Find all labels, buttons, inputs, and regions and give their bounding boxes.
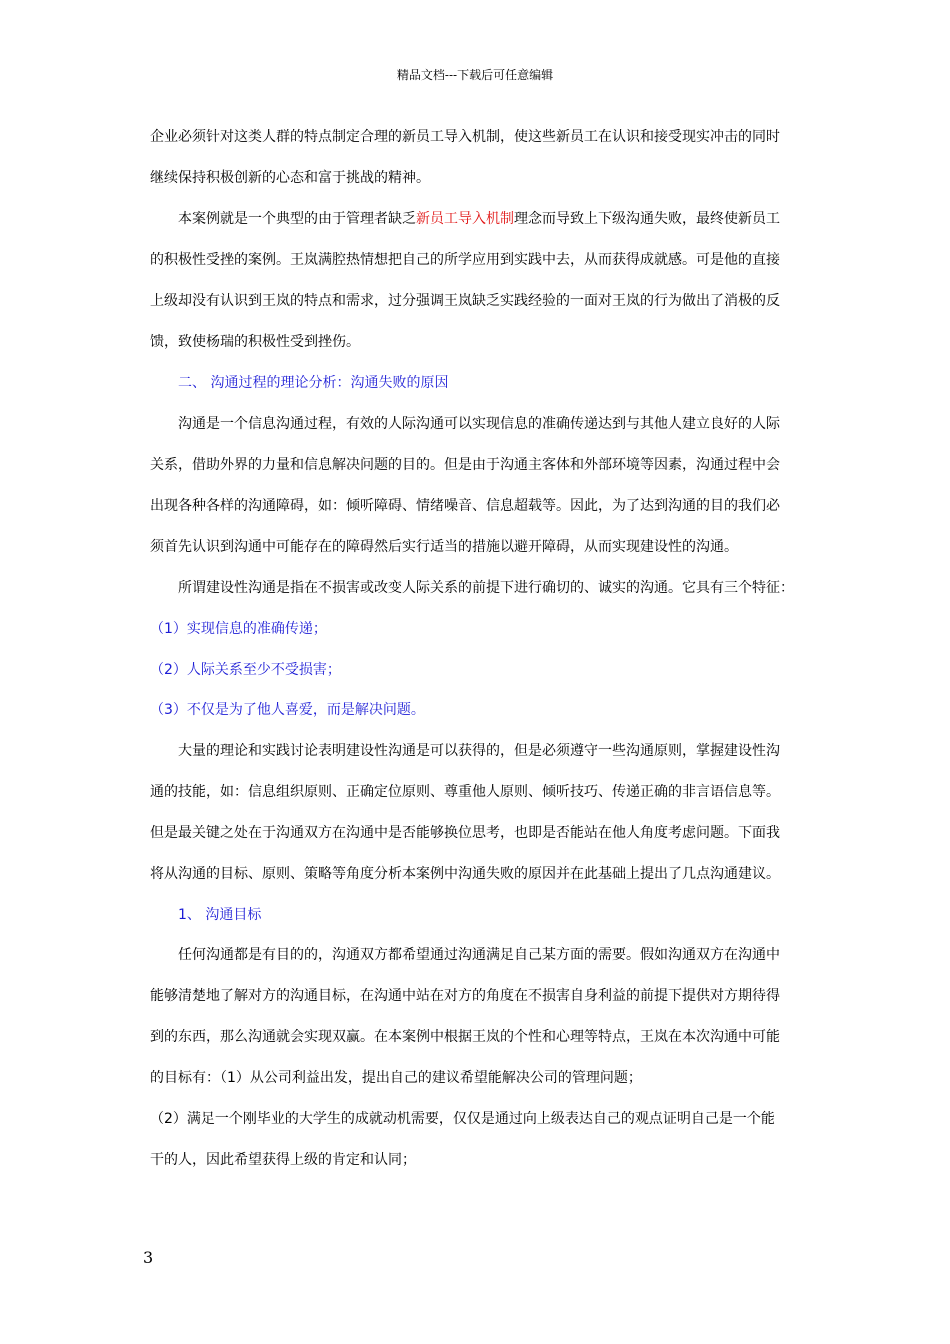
paragraph-1-line-2: 继续保持积极创新的心态和富于挑战的精神。 (150, 170, 430, 186)
paragraph-7-line-1: （2）满足一个刚毕业的大学生的成就动机需要，仅仅是通过向上级表达自己的观点证明自己是一个能 (150, 1111, 775, 1127)
paragraph-4-line-1: 所谓建设性沟通是指在不损害或改变人际关系的前提下进行确切的、诚实的沟通。它具有三个特征： (178, 580, 794, 596)
section-heading-2: 二、 沟通过程的理论分析：沟通失败的原因 (178, 375, 449, 391)
page-header: 精品文档---下载后可任意编辑 (396, 68, 554, 82)
paragraph-5-line-2: 通的技能，如：信息组织原则、正确定位原则、尊重他人原则、倾听技巧、传递正确的非言语信息等。 (150, 784, 780, 800)
paragraph-6-line-3: 到的东西，那么沟通就会实现双赢。在本案例中根据王岚的个性和心理等特点，王岚在本次沟通中可能 (150, 1029, 780, 1045)
paragraph-6-line-4: 的目标有：（1）从公司利益出发，提出自己的建议希望能解决公司的管理问题； (150, 1070, 642, 1086)
paragraph-2-line-1 (178, 210, 838, 228)
page-number: 3 (143, 1248, 154, 1267)
paragraph-2-text: 本案例就是一个典型的由于管理者缺乏 (178, 211, 416, 227)
paragraph-5-line-3: 但是最关键之处在于沟通双方在沟通中是否能够换位思考，也即是否能站在他人角度考虑问题。下面我 (150, 825, 780, 841)
subsection-heading-1: 1、 沟通目标 (178, 907, 262, 923)
paragraph-3-line-4: 须首先认识到沟通中可能存在的障碍然后实行适当的措施以避开障碍，从而实现建设性的沟通。 (150, 539, 738, 555)
paragraph-5-line-1: 大量的理论和实践讨论表明建设性沟通是可以获得的，但是必须遵守一些沟通原则，掌握建设性沟 (178, 743, 780, 759)
paragraph-2-text: 理念而导致上下级沟通失败，最终使新员工 (514, 211, 780, 227)
paragraph-3-line-1: 沟通是一个信息沟通过程，有效的人际沟通可以实现信息的准确传递达到与其他人建立良好的人际 (178, 416, 780, 432)
paragraph-2-line-4: 馈，致使杨瑞的积极性受到挫伤。 (150, 334, 360, 350)
paragraph-6-line-2: 能够清楚地了解对方的沟通目标，在沟通中站在对方的角度在不损害自身利益的前提下提供对方期待得 (150, 988, 780, 1004)
paragraph-2-line-3: 上级却没有认识到王岚的特点和需求，过分强调王岚缺乏实践经验的一面对王岚的行为做出了消极的反 (150, 293, 780, 309)
paragraph-3-line-3: 出现各种各样的沟通障碍，如：倾听障碍、情绪噪音、信息超载等。因此，为了达到沟通的目的我们必 (150, 498, 780, 514)
paragraph-7-line-2: 干的人，因此希望获得上级的肯定和认同； (150, 1152, 416, 1168)
paragraph-2-line-2: 的积极性受挫的案例。王岚满腔热情想把自己的所学应用到实践中去，从而获得成就感。可是他的直接 (150, 252, 780, 268)
feature-item-3: （3）不仅是为了他人喜爱，而是解决问题。 (150, 702, 425, 718)
feature-item-1: （1）实现信息的准确传递； (150, 621, 327, 637)
highlight-new-employee-induction: 新员工导入机制 (416, 211, 514, 227)
paragraph-1-line-1: 企业必须针对这类人群的特点制定合理的新员工导入机制，使这些新员工在认识和接受现实冲击的同时 (150, 129, 780, 145)
paragraph-5-line-4: 将从沟通的目标、原则、策略等角度分析本案例中沟通失败的原因并在此基础上提出了几点沟通建议。 (150, 866, 780, 882)
paragraph-3-line-2: 关系，借助外界的力量和信息解决问题的目的。但是由于沟通主客体和外部环境等因素，沟通过程中会 (150, 457, 780, 473)
paragraph-6-line-1: 任何沟通都是有目的的，沟通双方都希望通过沟通满足自己某方面的需要。假如沟通双方在沟通中 (178, 947, 780, 963)
feature-item-2: （2）人际关系至少不受损害； (150, 662, 341, 678)
